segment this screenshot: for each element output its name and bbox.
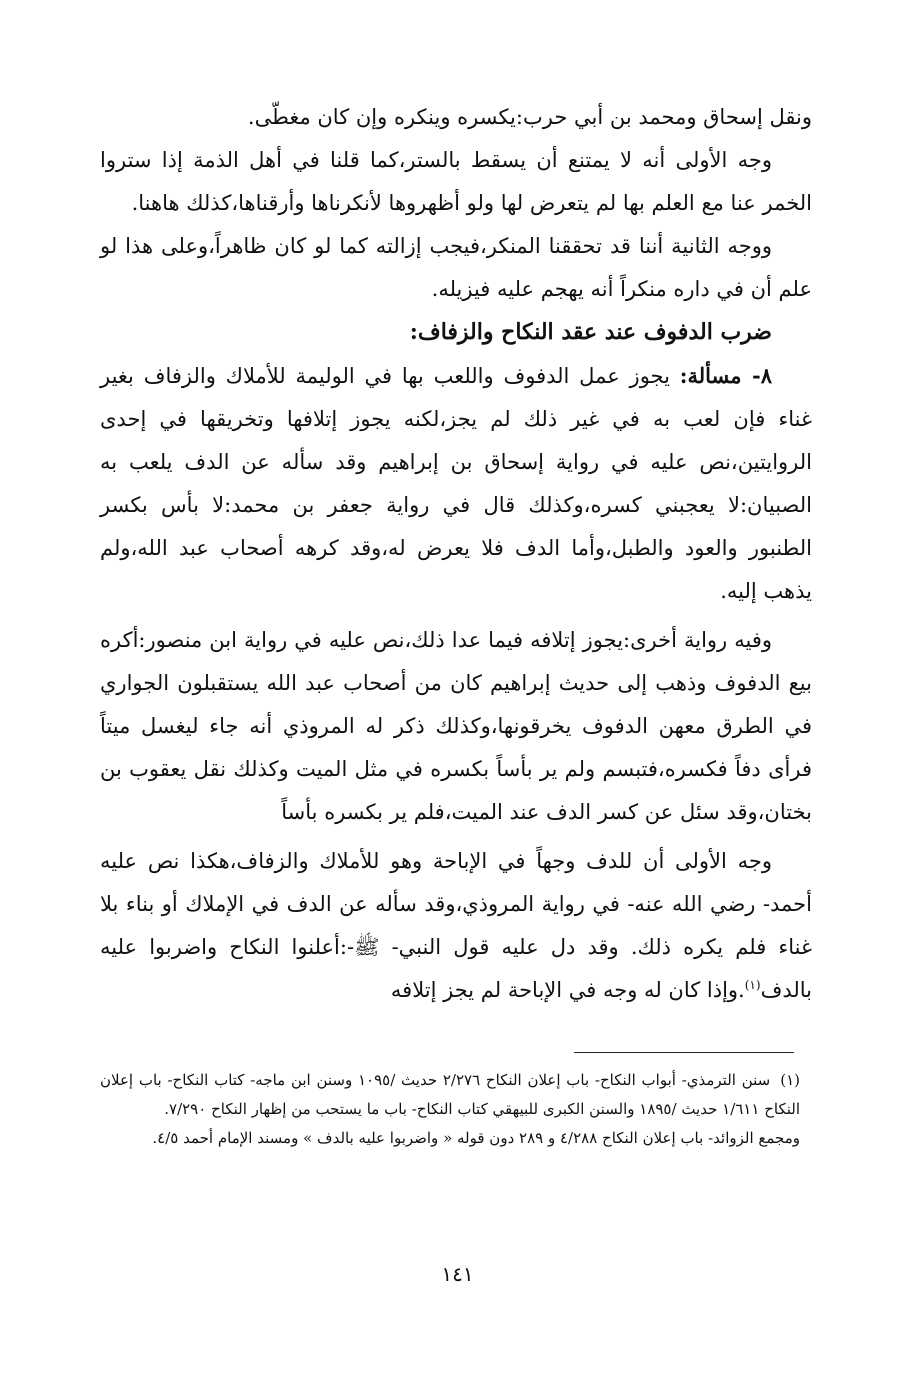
footnote-number: (١): [780, 1071, 801, 1089]
footnote-1-text: سنن الترمذي- أبواب النكاح- باب إعلان النكاح ٢/٢٧٦ حديث /١٠٩٥ وسنن ابن ماجه- كتاب النكاح- باب إعلان النكاح ١/٦١١ حديث /١٨٩٥ والسنن الكبرى للبيهقي كتاب النكاح- باب ما يستحب من إظهار النكاح ٧/٢٩٠.: [100, 1071, 800, 1118]
main-text: [100, 96, 812, 1012]
page-number: ١٤١: [441, 1262, 474, 1286]
paragraph-6-text-b: .وإذا كان له وجه في الإباحة لم يجز إتلافه: [390, 978, 745, 1002]
footnote-2: ومجمع الزوائد- باب إعلان النكاح ٤/٢٨٨ و ٢٨٩ دون قوله « واضربوا عليه بالدف » ومسند الإمام أحمد ٤/٥.: [152, 1129, 800, 1147]
footnote-separator: [574, 1052, 794, 1053]
issue-label: ٨- مسألة:: [679, 363, 772, 388]
footnote-1: [100, 1066, 800, 1124]
paragraph-6: [100, 840, 812, 1012]
paragraph-2: وجه الأولى أنه لا يمتنع أن يسقط بالستر،كما قلنا في أهل الذمة إذا ستروا الخمر عنا مع العلم بها لم يتعرض لها ولو أظهروها لأنكرناها وأرقناها،كذلك هاهنا.: [100, 148, 812, 215]
paragraph-3: ووجه الثانية أننا قد تحققنا المنكر،فيجب إزالته كما لو كان ظاهراً،وعلى هذا لو علم أن في داره منكراً أنه يهجم عليه فيزيله.: [100, 234, 812, 301]
section-heading: ضرب الدفوف عند عقد النكاح والزفاف:: [409, 319, 772, 345]
footnotes: [100, 1066, 800, 1153]
footnote-reference: (١): [744, 978, 761, 992]
paragraph-4-text: يجوز عمل الدفوف واللعب بها في الوليمة للأملاك والزفاف بغير غناء فإن لعب به في غير ذلك لم يجز،لكنه يجوز إتلافها وتخريقها في إحدى الروايتين،نص عليه في رواية إسحاق بن إبراهيم وقد سأله عن الدف يلعب به الصبيان:لا يعجبني كسره،وكذلك قال في رواية جعفر بن محمد:لا بأس بكسر الطنبور والعود والطبل،وأما الدف فلا يعرض له،وقد كرهه أصحاب عبد الله،ولم يذهب إليه.: [100, 364, 812, 603]
paragraph-4: [100, 354, 812, 613]
paragraph-1: ونقل إسحاق ومحمد بن أبي حرب:يكسره وينكره وإن كان مغطّى.: [247, 105, 812, 129]
paragraph-5: وفيه رواية أخرى:يجوز إتلافه فيما عدا ذلك،نص عليه في رواية ابن منصور:أكره بيع الدفوف وذهب إلى حديث إبراهيم كان من أصحاب عبد الله يستقبلون الجواري في الطرق معهن الدفوف يخرقونها،وكذلك ذكر له المروذي أنه جاء ليغسل ميتاً فرأى دفاً فكسره،فتبسم ولم ير بأساً بكسره في مثل الميت وكذلك نقل يعقوب بن بختان،وقد سئل عن كسر الدف عند الميت،فلم ير بكسره بأساً: [100, 628, 812, 824]
paragraph-6-text-a: وجه الأولى أن للدف وجهاً في الإباحة وهو للأملاك والزفاف،هكذا نص عليه أحمد- رضي الله عنه- في رواية المروذي،وقد سأله عن الدف في الإملاك أو بناء بلا غناء فلم يكره ذلك. وقد دل عليه قول النبي- ﷺ-:أعلنوا النكاح واضربوا عليه بالدف: [100, 849, 812, 1002]
